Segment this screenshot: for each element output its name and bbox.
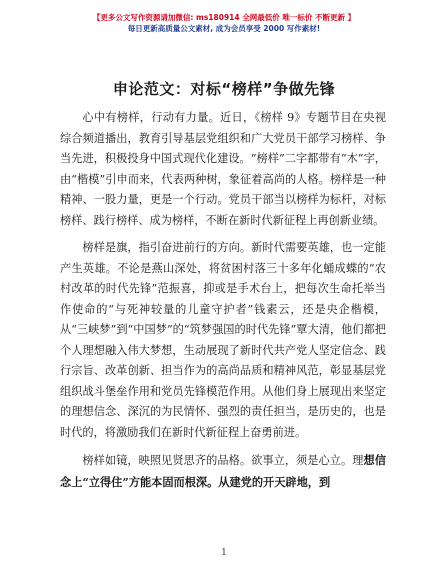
paragraph-3-text: 榜样如镜，映照见贤思齐的品格。欲事立，须是心立。理 (82, 454, 364, 467)
paragraph-1: 心中有榜样，行动有力量。近日，《榜样 9》专题节目在央视综合频道播出，教育引导基层党组织和广大党员干部学习榜样、争当先进，积极投身中国式现代化建设。“榜样”二字都带有“木”字，由“楷模”引申而来，代表两种树，象征着高尚的人格。榜样是一种精神、一股力量，更是一个行动。党员干部当以榜样为标杆，对标榜样、践行榜样、成为榜样，不断在新时代新征程上再创新业绩。 (60, 111, 386, 227)
banner-line-1: 【更多公文写作资源请加微信: ms180914 全网最低价 唯一标价 不断更新 】 (92, 13, 356, 22)
promo-banner (0, 12, 448, 34)
paragraph-3-bold-text: 想信念上“立得住”方能本固而根深。从建党的开天辟地，到 (60, 453, 386, 489)
paragraph-3 (60, 450, 386, 493)
banner-line-2: 每日更新高质量公文素材, 成为会员享受 2000 写作素材! (127, 24, 321, 33)
document-title: 申论范文：对标“榜样”争做先锋 (112, 80, 336, 98)
page-number: 1 (221, 548, 227, 558)
document-body (60, 108, 386, 500)
paragraph-2: 榜样是旗，指引奋进前行的方向。新时代需要英雄，也一定能产生英雄。不论是燕山深处，将贫困村落三十多年化蛹成蝶的“农村改革的时代先锋”范振喜，抑或是手术台上，把每次生命托举当作使命的“与死神较量的儿童守护者”钱素云，还是央企楷模，从“三峡梦”到“中国梦”的“筑梦强国的时代先锋”覃大清，他们都把个人理想融入伟大梦想，生动展现了新时代共产党人坚定信念、践行宗旨、改革创新、担当作为的高尚品质和精神风范，彰显基层党组织战斗堡垒作用和党员先锋模范作用。从他们身上展现出来坚定的理想信念、深沉的为民情怀、强烈的责任担当，是历史的，也是时代的，将激励我们在新时代新征程上奋勇前进。 (60, 241, 386, 439)
